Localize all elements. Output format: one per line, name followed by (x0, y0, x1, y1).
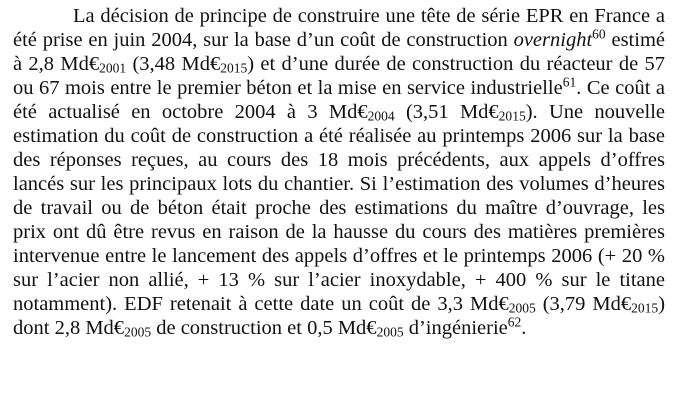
text-run: (3,48 Md€ (126, 53, 221, 75)
footnote-marker: 61 (562, 74, 577, 90)
year-subscript: 2015 (220, 60, 248, 76)
text-run: ) et d’une durée de construction du réacteur de 57 ou 67 mois entre le premier béton et la mise en service industrielle (13, 53, 666, 99)
footnote-marker: 62 (507, 314, 522, 330)
text-run: ). Une nouvelle estimation du coût de construction a été réalisée au printemps 2006 sur la base des réponses reçues, au cours des 18 mois précédents, aux appels d’offres lancés sur les principaux lots du chantier. Si l’estimation des volumes d’heures de travail ou de béton était proche des estimations du maître d’ouvrage, les prix ont dû être revus en raison de la hausse du cours des matières premières intervenue entre le lancement des appels d’offres et le printemps 2006 (+ 20 % sur l’acier non allié, + 13 % sur l’acier inoxydable, + 400 % sur le titane notamment). EDF retenait à cette date un coût de 3,3 Md€ (13, 101, 665, 315)
text-run: de construction et 0,5 Md€ (151, 317, 377, 339)
text-run: estimé à 2,8 Md€ (13, 29, 665, 75)
italic-term: overnight (513, 29, 593, 51)
text-run: d’ingénierie (403, 317, 508, 339)
text-run: ) dont 2,8 Md€ (13, 293, 666, 339)
text-run: (3,51 Md€ (394, 101, 499, 123)
text-run: . Ce coût a été actualisé en octobre 2004 à 3 Md€ (13, 77, 665, 123)
year-subscript: 2005 (376, 324, 404, 340)
footnote-marker: 60 (592, 26, 606, 42)
year-subscript: 2004 (367, 108, 395, 124)
text-run: . (521, 317, 527, 339)
text-run: La décision de principe de construire une tête de série EPR en France a été prise en juin 2004, sur la base d’un coût de construction (13, 5, 665, 51)
body-paragraph (13, 4, 665, 340)
text-run: (3,79 Md€ (535, 293, 632, 315)
year-subscript: 2001 (99, 60, 127, 76)
year-subscript: 2015 (498, 108, 526, 124)
year-subscript: 2015 (631, 300, 659, 316)
year-subscript: 2005 (508, 300, 536, 316)
year-subscript: 2005 (124, 324, 152, 340)
